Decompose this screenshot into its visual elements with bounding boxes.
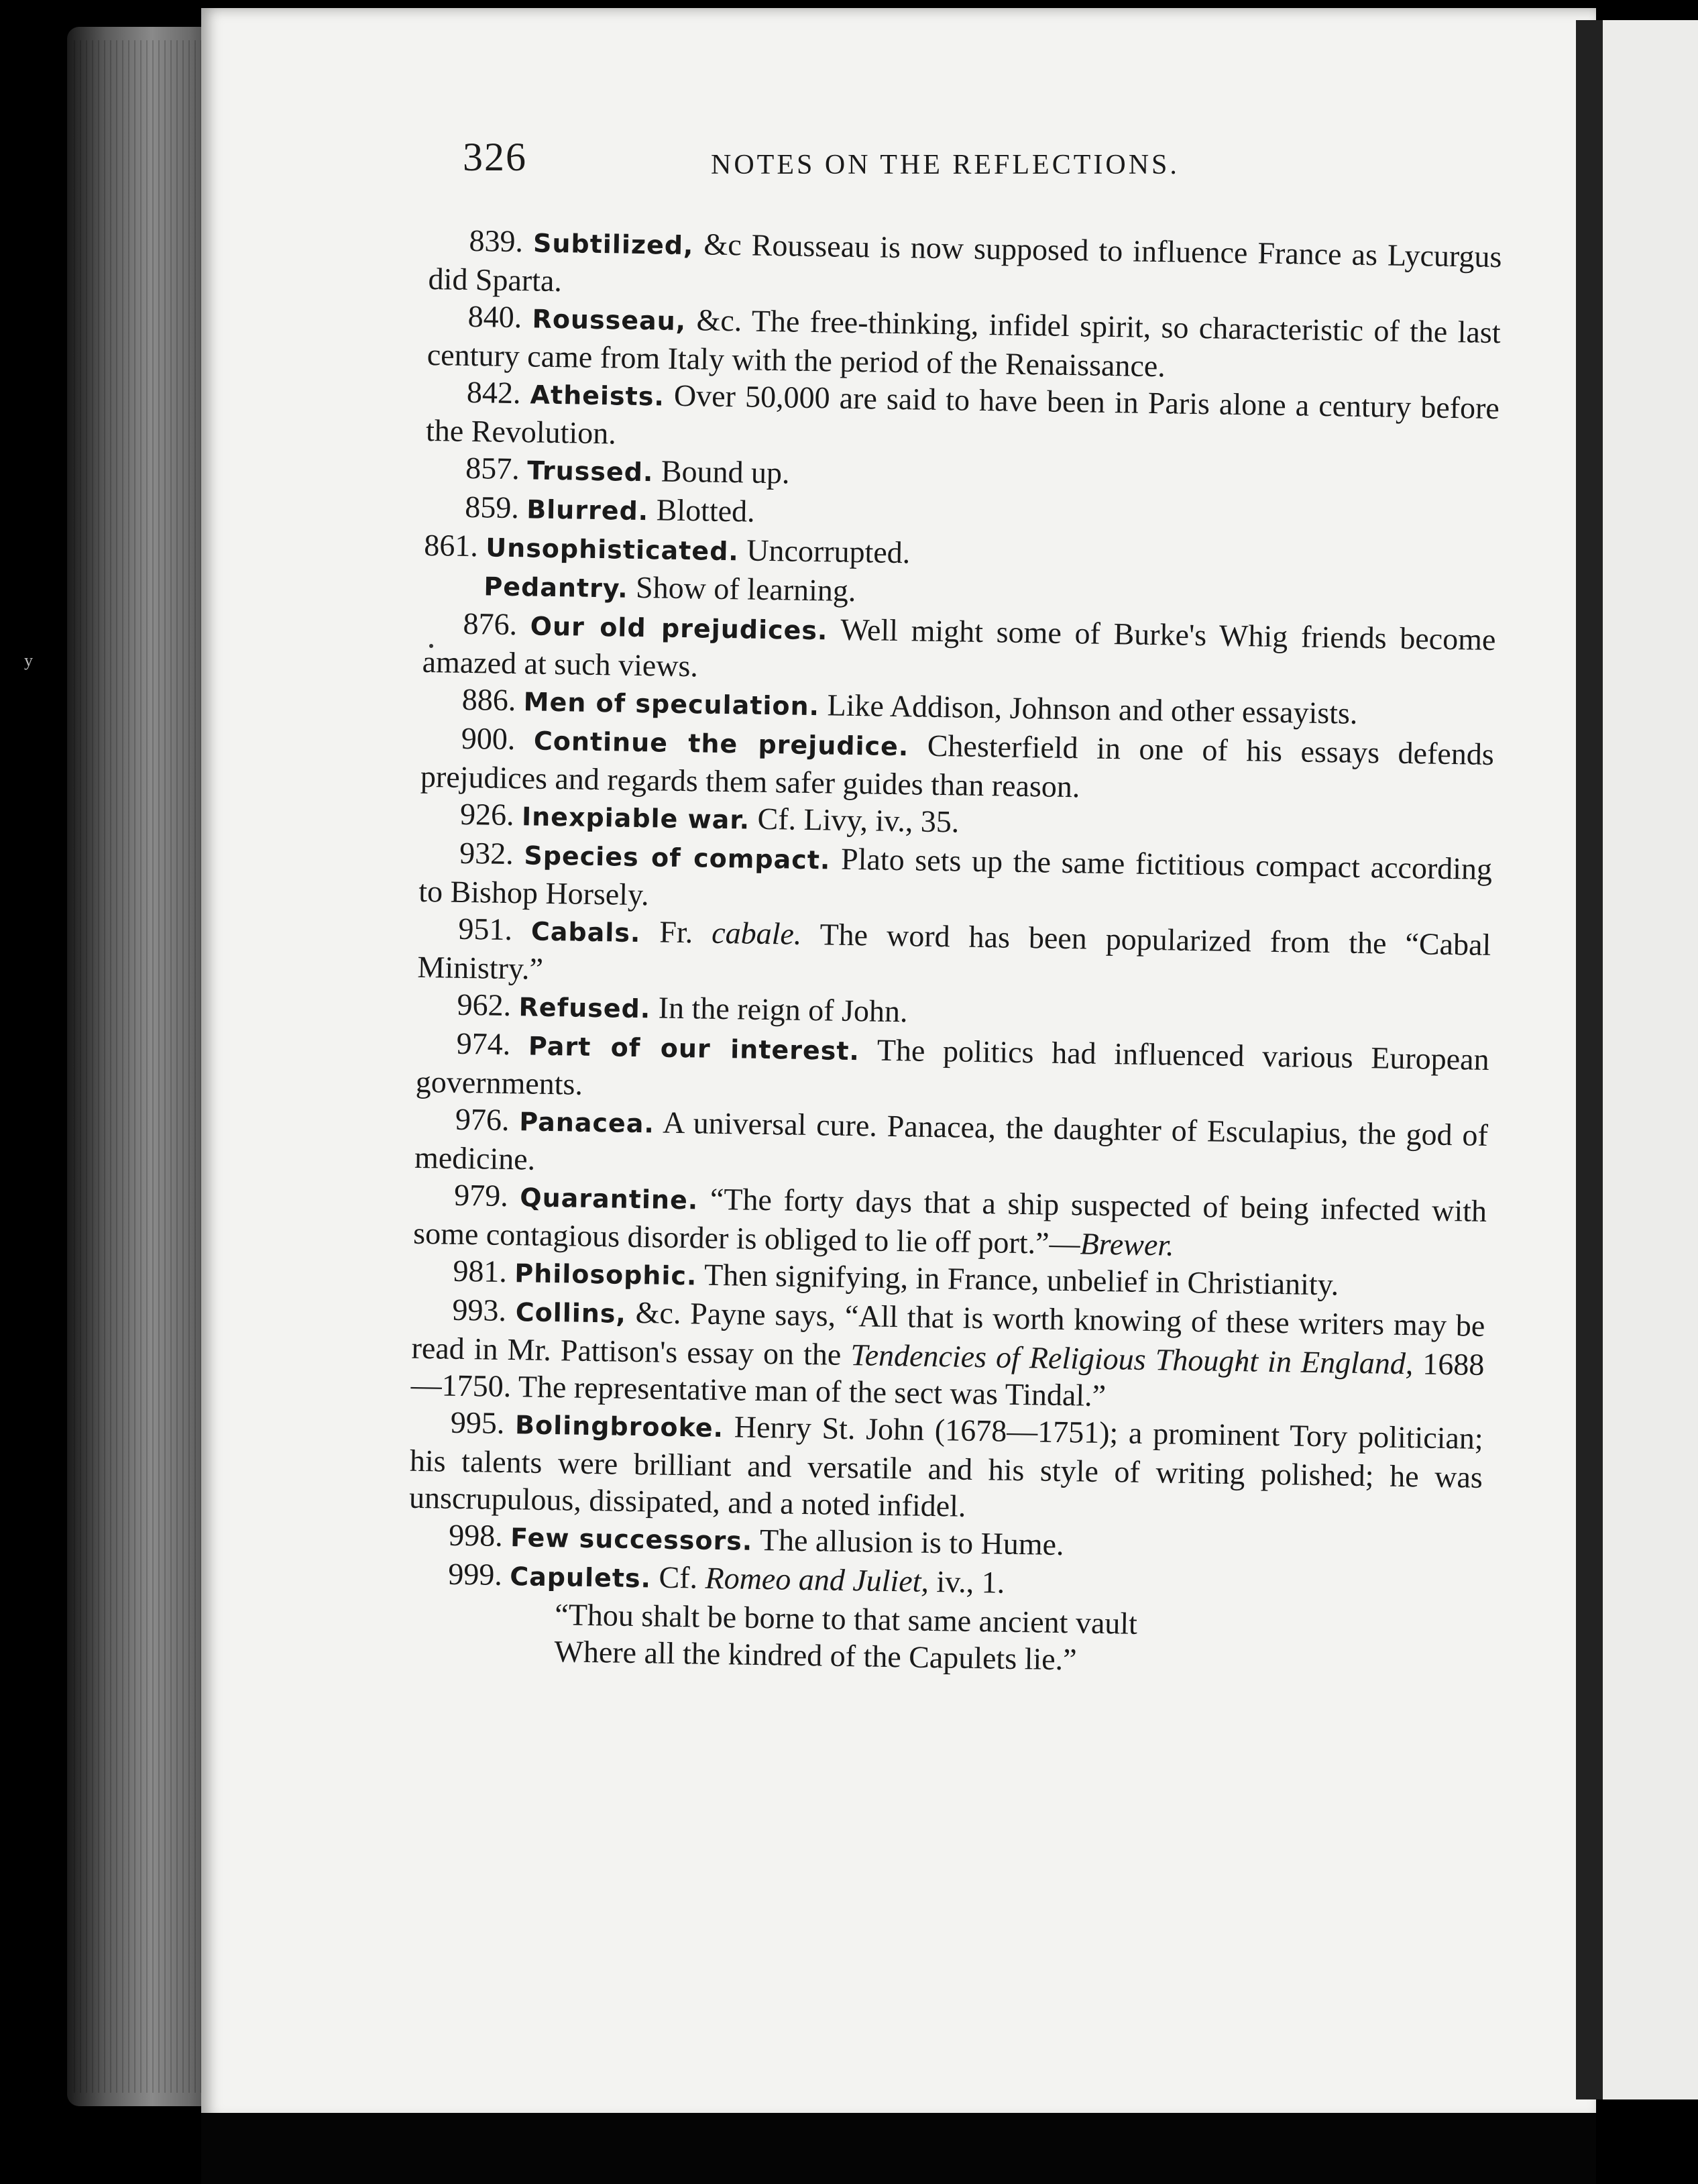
note-text: Uncorrupted. bbox=[738, 533, 911, 570]
note-term: Philosophic. bbox=[514, 1258, 697, 1291]
note-number: 995. bbox=[450, 1405, 505, 1440]
note-number: 926. bbox=[459, 796, 515, 832]
running-head: NOTES ON THE REFLECTIONS. bbox=[711, 150, 1180, 180]
note-term: Part of our interest. bbox=[528, 1031, 860, 1067]
note-number: 932. bbox=[459, 835, 514, 871]
note-text: The politics had influenced various European governments. bbox=[415, 1032, 1489, 1101]
note-italic: Tendencies of Religious Thought in England, bbox=[850, 1337, 1414, 1381]
note-text: Show of learning. bbox=[628, 569, 856, 608]
note-italic: cabale. bbox=[711, 915, 802, 951]
note-text: Well might some of Burke's Whig friends become amazed at such views. bbox=[422, 612, 1496, 684]
note-term: Inexpiable war. bbox=[521, 802, 750, 835]
note-number: 859. bbox=[464, 489, 520, 525]
note-entry bbox=[410, 1291, 1485, 1420]
bottom-shadow bbox=[201, 2113, 1596, 2184]
note-number: 900. bbox=[461, 720, 516, 757]
note-term: Bolingbrooke. bbox=[514, 1410, 724, 1443]
note-term: Blurred. bbox=[526, 494, 649, 527]
note-term: Atheists. bbox=[530, 380, 665, 412]
note-number: 876. bbox=[463, 606, 518, 642]
note-text: iv., 1. bbox=[928, 1564, 1005, 1600]
note-term: Panacea. bbox=[518, 1107, 655, 1139]
scan-edge-mark: y bbox=[24, 651, 33, 670]
note-entry bbox=[409, 1403, 1483, 1533]
notes-body bbox=[406, 221, 1502, 1684]
note-number: 886. bbox=[461, 681, 516, 718]
note-number: 951. bbox=[458, 911, 513, 947]
note-number: 839. bbox=[469, 223, 524, 259]
note-text: Blotted. bbox=[648, 492, 756, 529]
note-term: Continue the prejudice. bbox=[533, 726, 909, 762]
note-term: Quarantine. bbox=[520, 1183, 699, 1215]
note-number: 974. bbox=[456, 1026, 511, 1062]
note-text: Then signifying, in France, unbelief in Christianity. bbox=[697, 1257, 1339, 1302]
note-number: 976. bbox=[455, 1101, 510, 1138]
quote-line: “Thou shalt be borne to that same ancient vault bbox=[555, 1597, 1138, 1641]
note-text: Henry St. John (1678—1751); a prominent Tory politician; his talents were brilliant and versatile and his style of writing polished; he was unscrupulous, dissipated, and a noted infidel. bbox=[408, 1409, 1484, 1523]
note-term: Few successors. bbox=[510, 1523, 753, 1556]
note-text: The allusion is to Hume. bbox=[752, 1522, 1064, 1562]
note-text: &c. The free-thinking, infidel spirit, so characteristic of the last century came from Italy with the period of the Renaissance. bbox=[427, 303, 1502, 384]
note-number: 840. bbox=[467, 298, 522, 335]
note-number: 993. bbox=[452, 1292, 507, 1328]
note-text: Cf. Livy, iv., 35. bbox=[749, 801, 960, 839]
note-term: Refused. bbox=[518, 992, 651, 1024]
note-number: 861. bbox=[424, 527, 479, 563]
note-term: Species of compact. bbox=[524, 840, 831, 875]
note-term: Trussed. bbox=[526, 455, 654, 488]
note-term: Unsophisticated. bbox=[486, 533, 740, 567]
note-text-before: Fr. bbox=[640, 914, 712, 950]
note-text: Plato sets up the same fictitious compact according to Bishop Horsely. bbox=[418, 841, 1493, 912]
note-text: &c Rousseau is now supposed to influence France as Lycurgus did Sparta. bbox=[428, 227, 1502, 298]
note-text: “The forty days that a ship suspected of being infected with some contagious disorder is obliged to lie off port.”— bbox=[412, 1181, 1487, 1261]
note-term: Cabals. bbox=[530, 916, 641, 948]
note-text-before: Cf. bbox=[650, 1560, 706, 1595]
note-number: 962. bbox=[457, 987, 512, 1023]
note-text: &c. Payne says, “All that is worth knowing of these writers may be read in Mr. Pattison's essay on the bbox=[411, 1295, 1485, 1372]
facing-page-edge bbox=[1603, 20, 1698, 2099]
note-text: In the reign of John. bbox=[650, 990, 908, 1029]
note-number: 857. bbox=[465, 450, 520, 486]
note-number: 979. bbox=[453, 1177, 509, 1213]
note-term: Rousseau, bbox=[532, 304, 687, 337]
note-term: Men of speculation. bbox=[523, 687, 820, 722]
note-text: Over 50,000 are said to have been in Paris alone a century before the Revolution. bbox=[425, 378, 1500, 451]
note-text: Chesterfield in one of his essays defends prejudices and regards them safer guides than reason. bbox=[420, 728, 1495, 804]
page-edges bbox=[74, 40, 208, 2093]
note-number: 999. bbox=[447, 1556, 503, 1592]
note-text: Like Addison, Johnson and other essayists. bbox=[819, 688, 1358, 730]
note-text-after: 1688—1750. The representative man of the sect was Tindal.” bbox=[410, 1346, 1485, 1413]
note-text: A universal cure. Panacea, the daughter of Esculapius, the god of medicine. bbox=[414, 1105, 1489, 1177]
note-term: Capulets. bbox=[509, 1562, 652, 1594]
page-number: 326 bbox=[463, 135, 527, 179]
quote-line: Where all the kindred of the Capulets lie.” bbox=[554, 1634, 1078, 1677]
note-term: Collins, bbox=[515, 1297, 627, 1329]
note-term: Subtilized, bbox=[532, 228, 694, 261]
note-number: 998. bbox=[448, 1517, 504, 1553]
note-number: 981. bbox=[453, 1253, 508, 1289]
note-italic: Brewer. bbox=[1080, 1226, 1175, 1262]
note-term: Our old prejudices. bbox=[530, 611, 828, 646]
note-term: Pedantry. bbox=[484, 571, 628, 604]
note-text: The word has been popularized from the “Cabal Ministry.” bbox=[417, 916, 1491, 986]
gutter-shadow bbox=[1576, 20, 1603, 2099]
note-number: 842. bbox=[466, 374, 521, 411]
note-italic: Romeo and Juliet, bbox=[705, 1560, 929, 1598]
page-header bbox=[463, 134, 1469, 195]
note-text: Bound up. bbox=[653, 453, 790, 490]
